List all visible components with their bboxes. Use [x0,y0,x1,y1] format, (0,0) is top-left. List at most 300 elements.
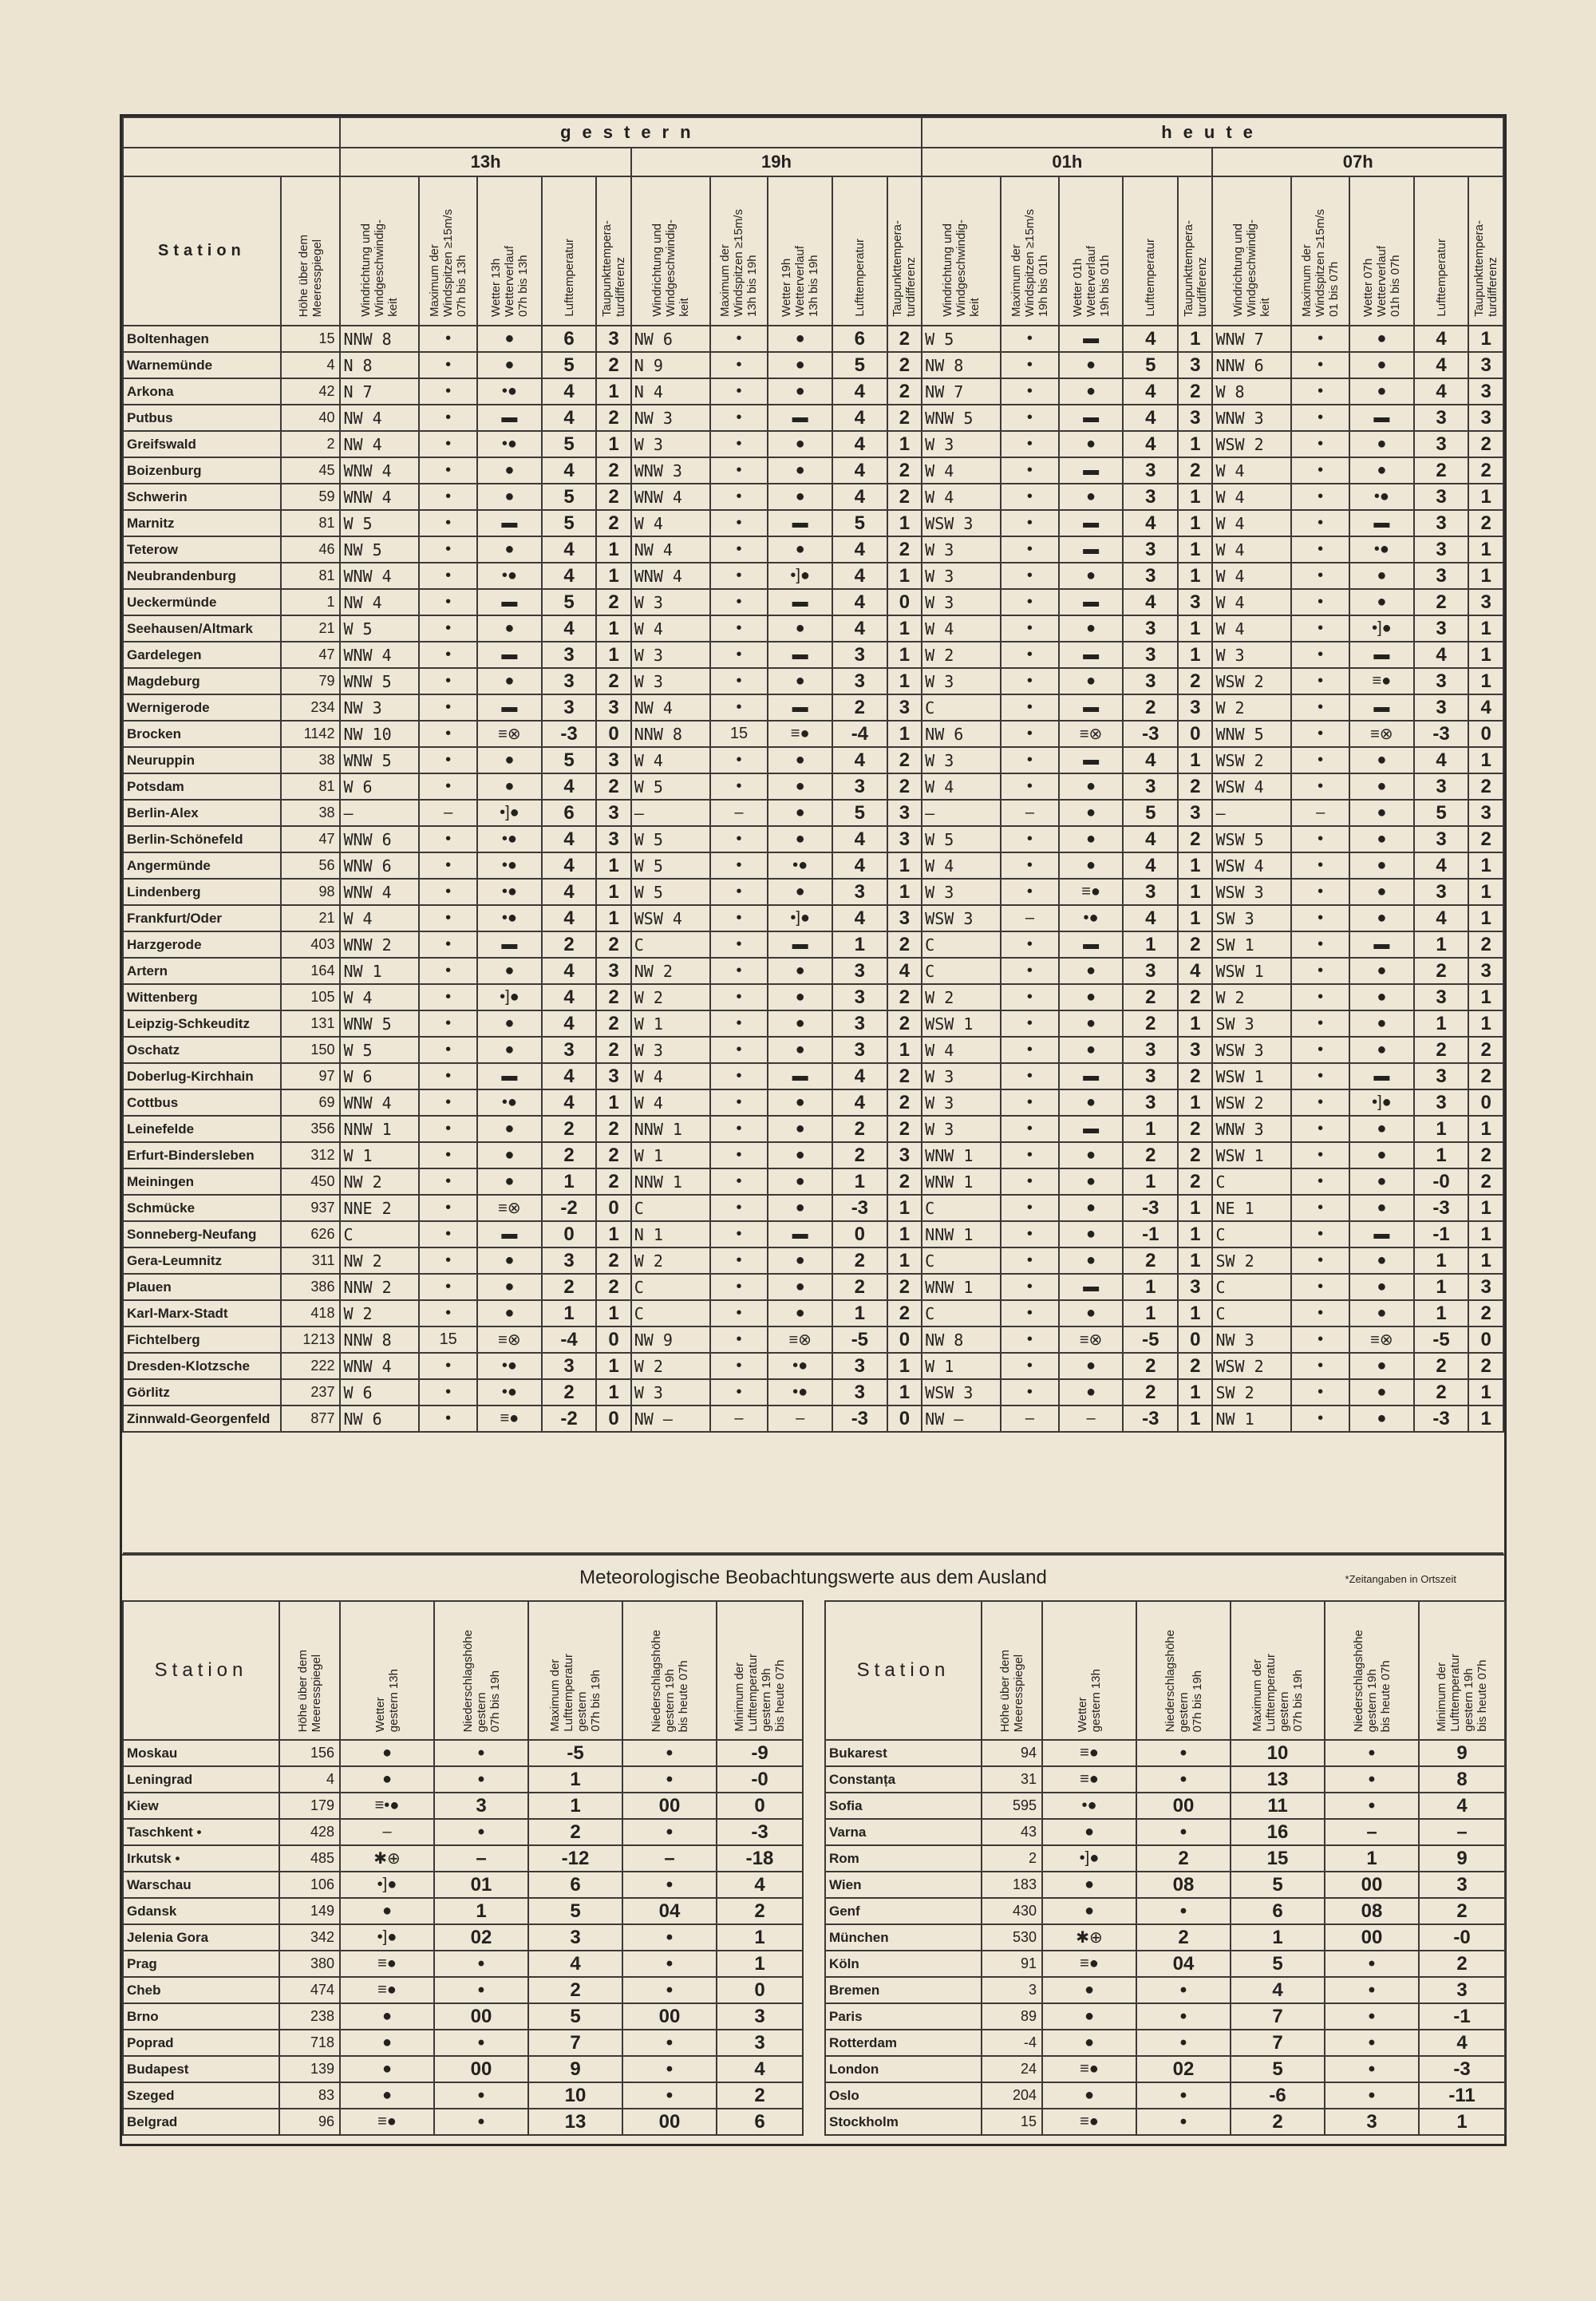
time-note: *Zeitangaben in Ortszeit [1345,1573,1456,1585]
cell-value: -0 [717,1766,803,1793]
cell-value: 10 [528,2082,622,2109]
cell-num: 1 [1468,536,1503,563]
cell-wind: WNW 4 [631,484,710,510]
column-header-text: Wetter 13h Wetterverlauf 07h bis 13h [488,246,530,317]
cell-wind: NW 2 [340,1247,419,1274]
cell-wx: • [710,1010,768,1037]
cell-wx: 15 [710,721,768,747]
cell-num: 2 [596,1010,630,1037]
cell-num: 0 [1468,1326,1503,1353]
column-header-text: Lufttemperatur [852,239,867,317]
cell-num: 3 [542,1037,597,1063]
cell-num: 2 [542,931,597,958]
cell-wx: • [1001,378,1059,405]
cell-wx: • [710,1037,768,1063]
cell-wx: ● [768,536,832,563]
cell-value: 08 [1136,1872,1231,1898]
cell-wx: • [710,1221,768,1247]
cell-wx: • [710,668,768,694]
station-name: Cheb [123,1977,279,2003]
cell-num: 3 [1178,1037,1212,1063]
cell-wx: ▬ [477,931,542,958]
cell-wind: WNW 5 [1212,721,1291,747]
cell-wx: ● [1349,1010,1414,1037]
cell-wx: • [1001,1326,1059,1353]
cell-num: 1 [596,431,630,457]
cell-num: 1 [887,879,922,905]
cell-num: 1 [596,1089,630,1116]
cell-wx: ▬ [477,405,542,431]
cell-wind: NW 1 [340,958,419,984]
cell-num: 3 [1414,536,1469,563]
foreign-column-header [1231,1601,1325,1740]
cell-wx: •]● [1349,1089,1414,1116]
cell-wx: • [419,1116,477,1142]
foreign-table-row [825,2109,1505,2135]
cell-num: 2 [542,1379,597,1406]
station-name: Potsdam [123,773,281,800]
column-header-text: Wetter 01h Wetterverlauf 19h bis 01h [1070,246,1112,317]
cell-wx: ● [1349,1195,1414,1221]
cell-num: 1 [887,721,922,747]
cell-wx: •● [477,378,542,405]
cell-wx: • [419,668,477,694]
cell-value: • [1325,2082,1419,2109]
cell-wx: • [1001,931,1059,958]
cell-wind: W 3 [631,1379,710,1406]
elevation-value: 2 [982,1845,1042,1872]
station-name: Ueckermünde [123,589,281,615]
elevation-value: 96 [279,2109,340,2135]
station-name: Zinnwald-Georgenfeld [123,1406,281,1432]
cell-wx: ▬ [477,694,542,721]
cell-num: 2 [832,1247,887,1274]
cell-wx: • [1001,431,1059,457]
cell-num: 4 [542,536,597,563]
cell-wx: • [710,457,768,484]
column-header-c19-1 [710,176,768,326]
column-header-text: Taupunkttempera- turdifferenz [1181,220,1209,317]
cell-value: 00 [1136,1793,1231,1819]
cell-wx: ● [1059,1142,1124,1168]
cell-value: 3 [528,1924,622,1951]
cell-num: 3 [1123,1063,1178,1089]
cell-num: 3 [596,958,630,984]
cell-wx: ▬ [768,694,832,721]
elevation-value: 91 [982,1951,1042,1977]
cell-value: •● [1042,1793,1136,1819]
station-name: Oslo [825,2082,982,2109]
cell-wx: • [419,984,477,1010]
cell-wx: • [419,1168,477,1195]
cell-value: 10 [1231,1740,1325,1766]
cell-wind: WSW 2 [1212,1089,1291,1116]
elevation-value: 234 [281,694,341,721]
cell-num: 1 [1468,1195,1503,1221]
cell-wind: NW 5 [340,536,419,563]
elevation-value: 15 [281,326,341,352]
cell-num: 2 [887,378,922,405]
cell-num: 2 [1468,1142,1503,1168]
cell-num: 3 [1123,773,1178,800]
station-name: Boizenburg [123,457,281,484]
column-header-c07-4 [1468,176,1503,326]
cell-wx: ● [1059,852,1124,879]
cell-wind: WNW 4 [340,642,419,668]
cell-wind: WNW 4 [631,563,710,589]
station-name: Wernigerode [123,694,281,721]
cell-wx: ● [768,326,832,352]
cell-num: -3 [1414,1406,1469,1432]
gestern-header: gestern [340,117,922,148]
cell-wx: • [419,852,477,879]
cell-wx: • [1001,852,1059,879]
cell-num: 2 [887,352,922,378]
cell-value: • [434,2082,528,2109]
cell-num: 1 [1468,326,1503,352]
cell-wx: ▬ [768,405,832,431]
cell-wx: • [419,1274,477,1300]
station-name: Teterow [123,536,281,563]
cell-wx: • [1291,721,1349,747]
station-name: Bukarest [825,1740,982,1766]
station-name: Rotterdam [825,2030,982,2056]
cell-wind: WNW 4 [340,484,419,510]
cell-wx: •]● [1349,615,1414,642]
column-header-c01-1 [1001,176,1059,326]
cell-num: -3 [1123,721,1178,747]
cell-wind: W 5 [340,1037,419,1063]
cell-num: 3 [832,668,887,694]
cell-value: 5 [528,2003,622,2030]
cell-wx: • [1001,773,1059,800]
foreign-column-header-text: Maximum der Lufttemperatur gestern 07h bis 19h [1250,1654,1305,1732]
cell-num: 1 [1468,615,1503,642]
table-row [123,1221,1503,1247]
cell-wx: ● [1059,1037,1124,1063]
cell-wind: W 5 [340,615,419,642]
cell-wx: • [1001,826,1059,852]
cell-wind: W 5 [922,326,1001,352]
cell-value: -1 [1419,2003,1505,2030]
cell-num: 1 [887,1221,922,1247]
cell-wind: WNW 4 [340,563,419,589]
cell-wx: ● [1059,378,1124,405]
table-row [123,352,1503,378]
cell-wind: C [1212,1221,1291,1247]
elevation-value: 937 [281,1195,341,1221]
cell-num: 1 [1178,563,1212,589]
cell-wx: ● [1059,1221,1124,1247]
cell-num: 1 [832,1300,887,1326]
cell-wx: • [1291,589,1349,615]
cell-wind: WSW 2 [1212,747,1291,773]
cell-value: • [622,2030,717,2056]
column-header-c01-2 [1059,176,1124,326]
cell-wx: •● [768,1379,832,1406]
cell-num: -5 [1414,1326,1469,1353]
cell-wx: ● [1349,1142,1414,1168]
table-row [123,1168,1503,1195]
cell-num: 4 [542,826,597,852]
cell-num: 2 [596,1168,630,1195]
cell-num: 0 [832,1221,887,1247]
cell-num: 2 [1414,1037,1469,1063]
cell-wind: W 4 [340,905,419,931]
cell-value: -18 [717,1845,803,1872]
cell-num: 1 [596,642,630,668]
cell-wx: ● [1349,1379,1414,1406]
cell-num: 1 [1414,931,1469,958]
cell-num: 2 [542,1274,597,1300]
foreign-column-header [340,1601,434,1740]
cell-wx: • [710,984,768,1010]
cell-wx: ▬ [1349,1221,1414,1247]
cell-wind: WNW 4 [340,1353,419,1379]
station-name: Berlin-Alex [123,800,281,826]
cell-wind: W 4 [1212,484,1291,510]
cell-num: 4 [542,1063,597,1089]
table-row [123,326,1503,352]
cell-num: 4 [542,615,597,642]
station-name: Doberlug-Kirchhain [123,1063,281,1089]
cell-value: ● [1042,1872,1136,1898]
cell-wind: NNW 8 [631,721,710,747]
elevation-value: 79 [281,668,341,694]
elevation-value: 24 [982,2056,1042,2082]
cell-wx: • [1291,431,1349,457]
table-row [123,457,1503,484]
cell-wind: NW 6 [631,326,710,352]
cell-value: ● [1042,2030,1136,2056]
cell-value: 0 [717,1793,803,1819]
cell-wx: ▬ [477,589,542,615]
cell-num: 1 [1468,1221,1503,1247]
cell-value: 5 [1231,1872,1325,1898]
cell-wx: • [419,1063,477,1089]
cell-wind: SW 3 [1212,905,1291,931]
cell-wx: • [710,694,768,721]
station-name: London [825,2056,982,2082]
foreign-column-header [717,1601,803,1740]
cell-wx: ● [477,352,542,378]
cell-num: 2 [1468,1168,1503,1195]
cell-value: 04 [622,1898,717,1924]
cell-num: 3 [1414,668,1469,694]
station-name: Moskau [123,1740,279,1766]
foreign-table-row [123,1740,803,1766]
cell-wx: ● [1349,958,1414,984]
station-name: Varna [825,1819,982,1845]
cell-wx: • [1291,668,1349,694]
station-name: Cottbus [123,1089,281,1116]
cell-num: 3 [887,905,922,931]
cell-wx: ● [768,352,832,378]
cell-num: 2 [887,1300,922,1326]
cell-wx: ● [1059,1353,1124,1379]
foreign-table-row [825,1872,1505,1898]
cell-value: ● [340,2056,434,2082]
cell-wx: •● [477,1089,542,1116]
cell-wx: ● [768,378,832,405]
cell-value: 7 [1231,2003,1325,2030]
cell-num: 5 [832,800,887,826]
cell-wind: W 8 [1212,378,1291,405]
cell-num: -3 [832,1406,887,1432]
cell-wx: ● [768,1089,832,1116]
table-row [123,1037,1503,1063]
cell-num: 1 [1178,615,1212,642]
cell-value: • [1325,2056,1419,2082]
station-name: Boltenhagen [123,326,281,352]
cell-wx: – [1001,800,1059,826]
cell-wind: W 6 [340,773,419,800]
station-name: Putbus [123,405,281,431]
cell-wind: W 2 [922,984,1001,1010]
elevation-value: 81 [281,563,341,589]
cell-num: 1 [1468,642,1503,668]
cell-value: 11 [1231,1793,1325,1819]
cell-num: 1 [1178,1195,1212,1221]
cell-num: 2 [887,326,922,352]
cell-wind: W 5 [631,879,710,905]
cell-num: 1 [1178,536,1212,563]
cell-num: 1 [1178,879,1212,905]
cell-num: 2 [596,1037,630,1063]
cell-wx: • [710,1142,768,1168]
cell-value: 1 [1325,1845,1419,1872]
cell-num: 3 [542,1247,597,1274]
column-header-c07-0 [1212,176,1291,326]
station-name: Warschau [123,1872,279,1898]
cell-wx: ● [1349,457,1414,484]
foreign-table-row [123,2003,803,2030]
cell-wx: • [1001,1300,1059,1326]
cell-wx: ▬ [1059,589,1124,615]
cell-wx: • [1001,1089,1059,1116]
cell-num: 1 [832,931,887,958]
cell-value: 2 [528,1819,622,1845]
cell-wx: • [1291,852,1349,879]
cell-wx: ● [768,615,832,642]
table-row [123,852,1503,879]
cell-num: 4 [1414,352,1469,378]
elevation-value: 428 [279,1819,340,1845]
cell-value: • [1325,1951,1419,1977]
cell-wx: – [768,1406,832,1432]
cell-num: 0 [596,721,630,747]
cell-value: 3 [434,1793,528,1819]
table-row [123,563,1503,589]
cell-wx: • [1001,1142,1059,1168]
cell-wind: N 4 [631,378,710,405]
cell-num: 6 [542,326,597,352]
cell-value: ● [340,2030,434,2056]
elevation-value: 204 [982,2082,1042,2109]
cell-wx: • [710,1089,768,1116]
station-name: Szeged [123,2082,279,2109]
cell-value: • [1325,2030,1419,2056]
cell-wx: •● [768,852,832,879]
cell-value: 8 [1419,1766,1505,1793]
table-row [123,773,1503,800]
cell-num: 3 [1414,1089,1469,1116]
column-header-c13-4 [596,176,630,326]
cell-wx: • [1291,1116,1349,1142]
cell-wx: • [710,879,768,905]
cell-wx: ● [1059,484,1124,510]
station-name: Karl-Marx-Stadt [123,1300,281,1326]
cell-num: 1 [1414,1116,1469,1142]
cell-wx: • [1001,405,1059,431]
cell-num: 4 [542,405,597,431]
cell-wind: WNW 1 [922,1274,1001,1300]
cell-value: ● [1042,2003,1136,2030]
cell-wx: •● [1059,905,1124,931]
cell-value: 2 [1231,2109,1325,2135]
elevation-value: 131 [281,1010,341,1037]
station-name: Sofia [825,1793,982,1819]
cell-wx: •● [1349,536,1414,563]
column-header-c13-0 [340,176,419,326]
elevation-header-text: Höhe über dem Meeresspiegel [297,234,325,317]
station-column-header: Station [123,176,281,326]
elevation-value: 485 [279,1845,340,1872]
cell-num: -3 [832,1195,887,1221]
station-name: Prag [123,1951,279,1977]
foreign-table-row [825,1924,1505,1951]
cell-num: 2 [1123,1247,1178,1274]
cell-wind: WSW 1 [922,1010,1001,1037]
cell-num: 4 [1123,589,1178,615]
cell-wx: 15 [419,1326,477,1353]
time-07h-header: 07h [1212,148,1503,176]
cell-wx: ● [477,1168,542,1195]
cell-num: 2 [1468,431,1503,457]
cell-wx: • [419,879,477,905]
foreign-section-header [122,1554,1504,1600]
cell-num: 4 [542,905,597,931]
cell-num: 3 [1178,800,1212,826]
station-name: Genf [825,1898,982,1924]
cell-num: 4 [832,405,887,431]
cell-value: • [1136,2003,1231,2030]
elevation-value: 106 [279,1872,340,1898]
table-row [123,694,1503,721]
station-name: Görlitz [123,1379,281,1406]
cell-wind: NNW 1 [631,1116,710,1142]
cell-wind: NW 4 [631,536,710,563]
station-name: Oschatz [123,1037,281,1063]
elevation-value: 1 [281,589,341,615]
cell-value: • [1136,1898,1231,1924]
cell-num: -2 [542,1195,597,1221]
cell-num: 3 [832,958,887,984]
cell-wx: • [1001,326,1059,352]
cell-num: 1 [1414,1247,1469,1274]
cell-num: 3 [832,1379,887,1406]
cell-wx: • [419,642,477,668]
elevation-value: 15 [982,2109,1042,2135]
cell-value: • [1136,1819,1231,1845]
cell-wx: • [1291,984,1349,1010]
cell-num: 2 [887,457,922,484]
cell-wind: W 2 [340,1300,419,1326]
blank-gap-cell [123,1432,1503,1553]
table-row [123,1089,1503,1116]
cell-num: 4 [832,589,887,615]
cell-wx: • [1291,1195,1349,1221]
